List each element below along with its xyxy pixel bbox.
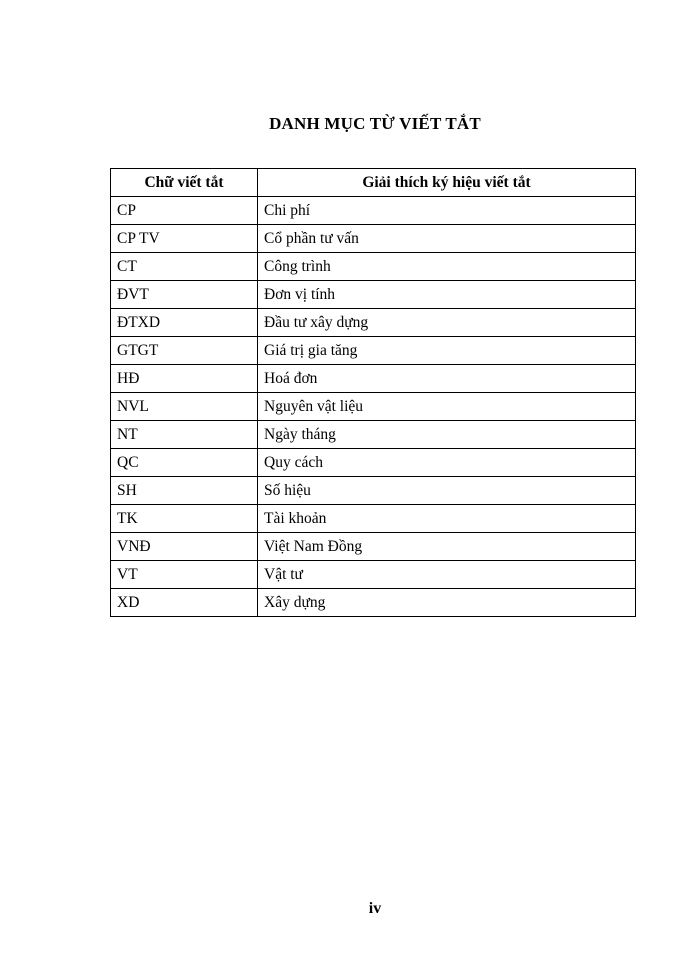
page-title: DANH MỤC TỪ VIẾT TẮT — [269, 114, 481, 133]
explanation-cell: Đơn vị tính — [258, 281, 636, 309]
table-row — [111, 533, 636, 561]
table-row — [111, 449, 636, 477]
explanation-cell: Hoá đơn — [258, 365, 636, 393]
abbreviation-cell: ĐTXD — [111, 309, 258, 337]
table-row — [111, 365, 636, 393]
abbreviation-cell: CP TV — [111, 225, 258, 253]
explanation-cell: Cổ phần tư vấn — [258, 225, 636, 253]
abbreviation-cell: SH — [111, 477, 258, 505]
abbreviation-cell: CP — [111, 197, 258, 225]
explanation-cell: Số hiệu — [258, 477, 636, 505]
column-header-abbreviation: Chữ viết tắt — [111, 169, 258, 197]
table-row — [111, 281, 636, 309]
abbreviation-cell: QC — [111, 449, 258, 477]
abbreviation-cell: VNĐ — [111, 533, 258, 561]
table-row — [111, 477, 636, 505]
explanation-cell: Xây dựng — [258, 589, 636, 617]
table-row — [111, 421, 636, 449]
abbreviation-cell: XD — [111, 589, 258, 617]
table-row — [111, 561, 636, 589]
abbreviation-cell: ĐVT — [111, 281, 258, 309]
abbreviation-cell: CT — [111, 253, 258, 281]
table-row — [111, 393, 636, 421]
abbreviation-cell: VT — [111, 561, 258, 589]
explanation-cell: Quy cách — [258, 449, 636, 477]
explanation-cell: Đầu tư xây dựng — [258, 309, 636, 337]
table-row — [111, 309, 636, 337]
table-row — [111, 505, 636, 533]
explanation-cell: Chi phí — [258, 197, 636, 225]
explanation-cell: Tài khoản — [258, 505, 636, 533]
table-row — [111, 197, 636, 225]
table-row — [111, 589, 636, 617]
abbreviation-cell: HĐ — [111, 365, 258, 393]
explanation-cell: Vật tư — [258, 561, 636, 589]
explanation-cell: Giá trị gia tăng — [258, 337, 636, 365]
abbreviation-cell: NT — [111, 421, 258, 449]
column-header-explanation: Giải thích ký hiệu viết tắt — [258, 169, 636, 197]
table-row — [111, 253, 636, 281]
abbreviation-cell: GTGT — [111, 337, 258, 365]
table-row — [111, 225, 636, 253]
abbreviation-cell: TK — [111, 505, 258, 533]
explanation-cell: Ngày tháng — [258, 421, 636, 449]
table-row — [111, 337, 636, 365]
explanation-cell: Công trình — [258, 253, 636, 281]
table-header-row — [111, 169, 636, 197]
page-number: iv — [368, 900, 382, 917]
explanation-cell: Nguyên vật liệu — [258, 393, 636, 421]
abbreviation-cell: NVL — [111, 393, 258, 421]
explanation-cell: Việt Nam Đồng — [258, 533, 636, 561]
abbreviation-table — [110, 168, 636, 617]
